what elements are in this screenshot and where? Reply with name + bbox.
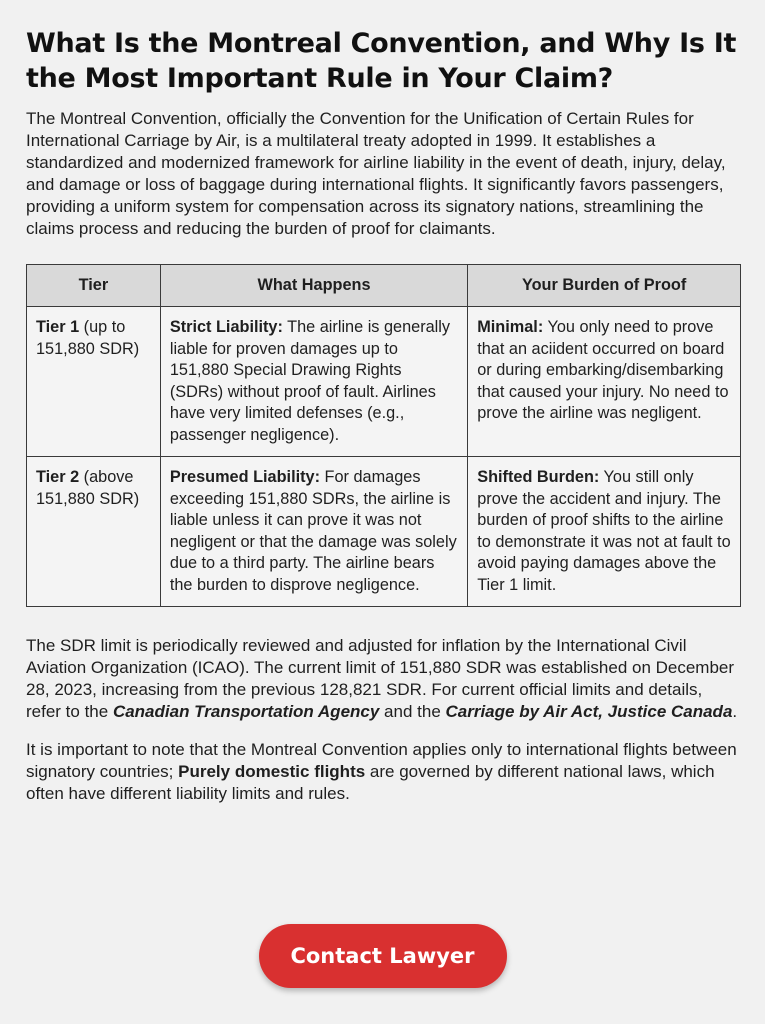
tier-1-burden-text: You only need to prove that an aciident occurred on board or during embarking/disembarking that caused your injury. No need to prove the airline was negligent.: [477, 318, 729, 422]
domestic-flights-paragraph: [26, 739, 739, 805]
source-carriage-by-air-act: Carriage by Air Act, Justice Canada: [445, 702, 733, 721]
tier-2-cell: [27, 457, 161, 607]
tier-1-cell: [27, 307, 161, 457]
domestic-bold: Purely domestic flights: [178, 762, 366, 781]
article-title: What Is the Montreal Convention, and Why Is It the Most Important Rule in Your Claim?: [26, 28, 737, 94]
header-what-happens: What Happens: [160, 265, 467, 307]
table-row-tier-2: [27, 457, 741, 607]
header-tier: Tier: [27, 265, 161, 307]
intro-paragraph: The Montreal Convention, officially the Convention for the Unification of Certain Rules for International Carriage by Air, is a multilateral treaty adopted in 1999. It establishes a standardized and modernized framework for airline liability in the event of death, injury, delay, and damage or loss of baggage during international flights. It significantly favors passengers, providing a uniform system for compensation across its signatory nations, streamlining the claims process and reducing the burden of proof for claimants.: [26, 109, 726, 238]
tier-2-happens-text: For damages exceeding 151,880 SDRs, the airline is liable unless it can prove it was not negligent or that the damage was solely due to a third party. The airline bears the burden to disprove negligence.: [169, 468, 457, 594]
tier-2-burden: [468, 457, 741, 607]
tier-2-happens-title: Presumed Liability:: [169, 468, 321, 486]
tier-1-burden-title: Minimal:: [477, 318, 544, 336]
cta-container: [0, 924, 765, 988]
tier-1-label: Tier 1: [36, 318, 80, 336]
tier-1-happens-text: The airline is generally liable for proven damages up to 151,880 Special Drawing Rights (SDRs) without proof of fault. Airlines have very limited defenses (e.g., passenger negligence).: [169, 318, 451, 444]
header-burden-of-proof: Your Burden of Proof: [468, 265, 741, 307]
tier-2-range: (above 151,880 SDR): [36, 468, 140, 508]
liability-tiers-table: [26, 264, 741, 607]
tier-1-happens-title: Strict Liability:: [169, 318, 283, 336]
domestic-text-1: It is important to note that the Montreal Convention applies only to international flights between signatory countries;: [26, 740, 737, 781]
sdr-text-3: .: [732, 702, 738, 721]
tier-2-label: Tier 2: [36, 468, 80, 486]
sdr-text-1: The SDR limit is periodically reviewed and adjusted for inflation by the International Civil Aviation Organization (ICAO). The current limit of 151,880 SDR was established on December 28, 2023, increasing from the previous 128,821 SDR. For current official limits and details, refer to the: [26, 636, 735, 721]
contact-lawyer-button[interactable]: Contact Lawyer: [259, 924, 507, 988]
tier-1-range: (up to 151,880 SDR): [36, 318, 140, 358]
tier-2-burden-title: Shifted Burden:: [477, 468, 600, 486]
domestic-text-2: are governed by different national laws, which often have different liability limits and rules.: [26, 762, 715, 803]
tier-2-burden-text: You still only prove the accident and injury. The burden of proof shifts to the airline to demonstrate it was not at fault to avoid paying damages above the Tier 1 limit.: [477, 468, 731, 594]
sdr-limit-paragraph: [26, 635, 739, 723]
table-header-row: [27, 265, 741, 307]
tier-1-burden: [468, 307, 741, 457]
sdr-text-2: and the: [379, 702, 446, 721]
table-row-tier-1: [27, 307, 741, 457]
tier-1-what-happens: [160, 307, 467, 457]
tier-2-what-happens: [160, 457, 467, 607]
source-canadian-transportation-agency: Canadian Transportation Agency: [112, 702, 380, 721]
